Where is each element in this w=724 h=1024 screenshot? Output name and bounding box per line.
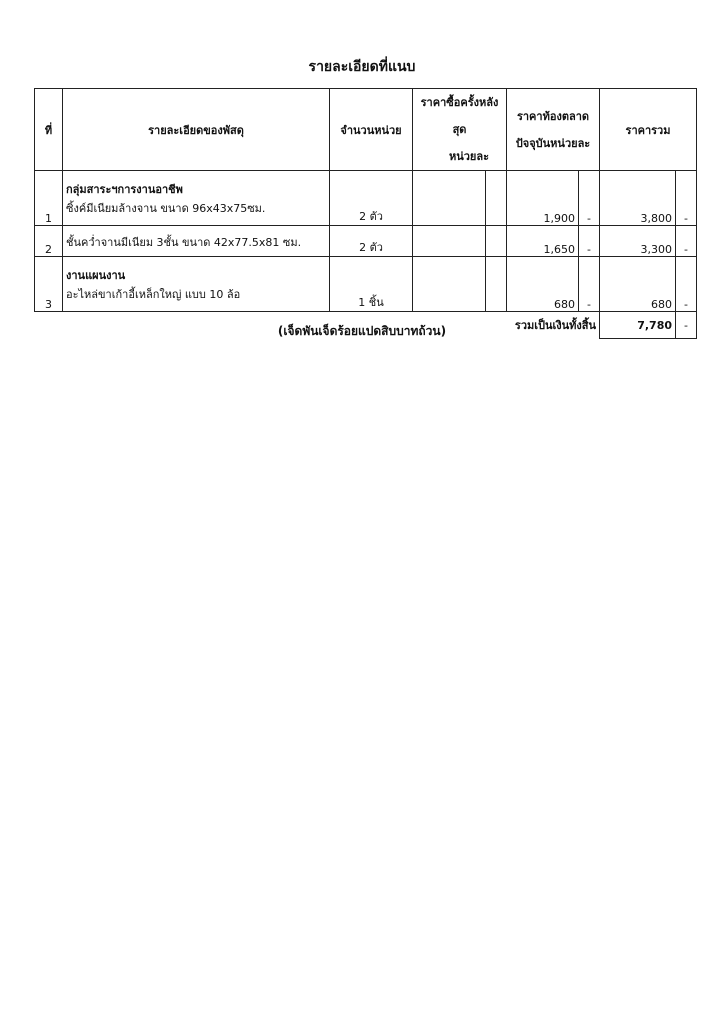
- row-total: 3,300: [600, 226, 676, 257]
- items-table: [34, 88, 697, 339]
- header-market-price-line1: ราคาท้องตลาด: [516, 109, 590, 123]
- row-last-price: [413, 257, 486, 312]
- header-quantity: จำนวนหน่วย: [330, 89, 413, 171]
- row-total-satang: -: [676, 226, 697, 257]
- row-description: ซิ้งค์มีเนียมล้างจาน ขนาด 96x43x75ซม.: [66, 202, 266, 215]
- row-total-satang: -: [676, 257, 697, 312]
- row-last-price: [413, 171, 486, 226]
- row-quantity: 2 ตัว: [330, 171, 413, 226]
- header-last-price: [413, 89, 507, 171]
- row-market-price: 680: [507, 257, 579, 312]
- document-title: รายละเอียดที่แนบ: [308, 59, 416, 75]
- row-market-price-satang: -: [579, 171, 600, 226]
- group-heading: กลุ่มสาระฯการงานอาชีพ: [66, 183, 183, 196]
- header-last-price-line1: ราคาซื้อครั้งหลังสุด: [420, 96, 499, 136]
- row-description-cell: [63, 226, 330, 257]
- group-heading: งานแผนงาน: [66, 269, 126, 282]
- row-market-price: 1,900: [507, 171, 579, 226]
- header-last-price-line2: หน่วยละ: [448, 150, 489, 163]
- row-last-price-satang: [486, 226, 507, 257]
- table-row: [35, 226, 697, 257]
- row-description: อะไหล่ขาเก้าอี้เหล็กใหญ่ แบบ 10 ล้อ: [66, 288, 241, 301]
- row-last-price: [413, 226, 486, 257]
- table-row: [35, 257, 697, 312]
- row-no: 3: [35, 257, 63, 312]
- row-market-price-satang: -: [579, 257, 600, 312]
- row-description-cell: [63, 257, 330, 312]
- table-header-row: [35, 89, 697, 171]
- row-last-price-satang: [486, 257, 507, 312]
- row-no: 1: [35, 171, 63, 226]
- header-market-price: [507, 89, 600, 171]
- row-market-price: 1,650: [507, 226, 579, 257]
- amount-in-words: (เจ็ดพันเจ็ดร้อยแปดสิบบาทถ้วน): [277, 324, 447, 338]
- row-total: 3,800: [600, 171, 676, 226]
- grand-total-label: รวมเป็นเงินทั้งสิ้น: [514, 319, 597, 333]
- header-no: ที่: [35, 89, 63, 171]
- grand-total-value: 7,780: [600, 312, 676, 339]
- row-no: 2: [35, 226, 63, 257]
- row-description: ชั้นคว่ำจานมีเนียม 3ชั้น ขนาด 42x77.5x81 ซม.: [66, 236, 302, 249]
- row-description-cell: [63, 171, 330, 226]
- row-quantity: 1 ชิ้น: [330, 257, 413, 312]
- row-total: 680: [600, 257, 676, 312]
- row-last-price-satang: [486, 171, 507, 226]
- header-market-price-line2: ปัจจุบันหน่วยละ: [515, 136, 591, 150]
- row-total-satang: -: [676, 171, 697, 226]
- grand-total-satang: -: [676, 312, 697, 339]
- row-market-price-satang: -: [579, 226, 600, 257]
- header-total: ราคารวม: [600, 89, 697, 171]
- header-description: รายละเอียดของพัสดุ: [63, 89, 330, 171]
- table-row: [35, 171, 697, 226]
- row-quantity: 2 ตัว: [330, 226, 413, 257]
